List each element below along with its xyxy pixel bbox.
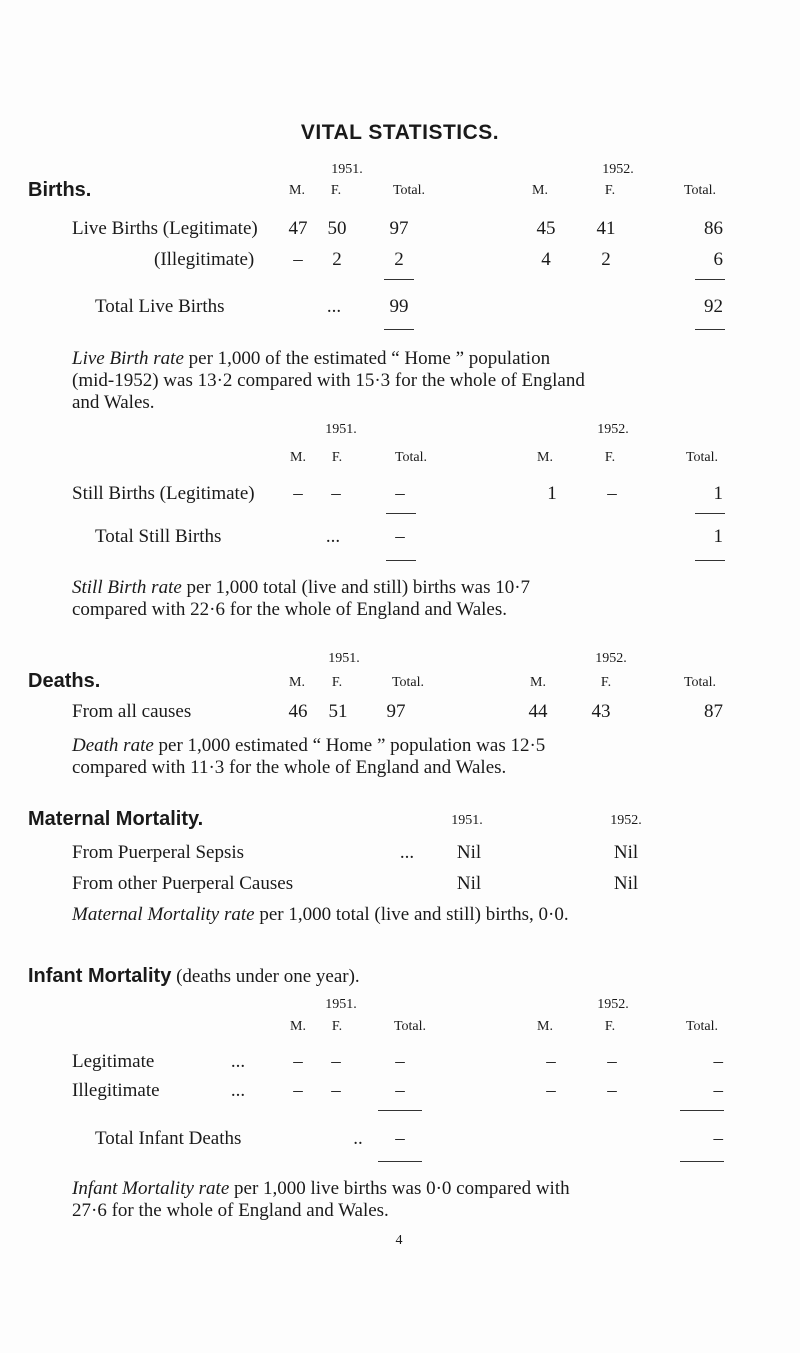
cell-f-1952: 43 bbox=[591, 701, 611, 722]
cell-m-1951: – bbox=[293, 483, 303, 504]
row-label: Live Births (Legitimate) bbox=[72, 218, 258, 239]
rate-term: Infant Mortality rate bbox=[72, 1178, 230, 1199]
rate-term: Live Birth rate bbox=[72, 348, 184, 369]
col-m-1951: M. bbox=[290, 1019, 306, 1034]
cell-total-1952: 6 bbox=[713, 249, 723, 270]
cell-total-1951: 97 bbox=[386, 701, 406, 722]
total-label: Total Still Births bbox=[95, 526, 222, 547]
cell-m-1952: – bbox=[546, 1080, 556, 1101]
row-label: Legitimate bbox=[72, 1051, 155, 1072]
col-total-1952: Total. bbox=[685, 1019, 719, 1034]
sum-rule bbox=[695, 329, 725, 330]
col-total-1951: Total. bbox=[393, 1019, 427, 1034]
cell-f-1951: 50 bbox=[327, 218, 347, 239]
cell-total-1952: 87 bbox=[704, 701, 723, 722]
row-label: Illegitimate bbox=[72, 1080, 160, 1101]
still-birth-rate-note bbox=[72, 577, 530, 621]
cell-f-1952: – bbox=[607, 1051, 617, 1072]
rate-text: and Wales. bbox=[72, 392, 155, 413]
rate-text: compared with 22·6 for the whole of England and Wales. bbox=[72, 599, 507, 620]
col-m-1952: M. bbox=[537, 1019, 553, 1034]
sum-rule bbox=[378, 1161, 422, 1162]
cell-f-1951: – bbox=[331, 1051, 341, 1072]
rate-text: 27·6 for the whole of England and Wales. bbox=[72, 1200, 389, 1221]
cell-total-1951: 2 bbox=[394, 249, 404, 270]
sum-rule bbox=[384, 279, 414, 280]
cell-f-1951: 51 bbox=[328, 701, 348, 722]
rate-text: per 1,000 of the estimated “ Home ” population bbox=[183, 348, 551, 369]
col-f-1951: F. bbox=[331, 675, 343, 690]
year-1951-label: 1951. bbox=[325, 997, 357, 1012]
col-f-1952: F. bbox=[604, 183, 616, 198]
leader-dots: ... bbox=[326, 296, 342, 317]
col-total-1951: Total. bbox=[392, 183, 426, 198]
year-1952-label: 1952. bbox=[597, 997, 629, 1012]
infant-heading: Infant Mortality bbox=[28, 965, 172, 987]
death-rate-note bbox=[72, 735, 545, 779]
leader-dots: ... bbox=[230, 1080, 246, 1101]
row-label: From all causes bbox=[72, 701, 192, 722]
rate-text: per 1,000 live births was 0·0 compared with bbox=[229, 1178, 570, 1199]
col-m-1952: M. bbox=[530, 675, 546, 690]
col-total-1951: Total. bbox=[391, 675, 425, 690]
col-f-1952: F. bbox=[600, 675, 612, 690]
col-total-1952: Total. bbox=[685, 450, 719, 465]
col-total-1952: Total. bbox=[683, 183, 717, 198]
rate-term: Death rate bbox=[72, 735, 154, 756]
total-1951: – bbox=[395, 526, 405, 547]
sum-rule bbox=[384, 329, 414, 330]
leader-dots: ... bbox=[399, 842, 415, 863]
total-label: Total Live Births bbox=[95, 296, 225, 317]
leader-dots: .. bbox=[353, 1128, 363, 1149]
cell-m-1952: 4 bbox=[541, 249, 551, 270]
col-f-1951: F. bbox=[331, 1019, 343, 1034]
maternal-rate-note bbox=[72, 904, 569, 926]
cell-total-1951: – bbox=[395, 483, 405, 504]
cell-total-1951: – bbox=[395, 1080, 405, 1101]
infant-rate-note bbox=[72, 1178, 570, 1222]
col-f-1952: F. bbox=[604, 1019, 616, 1034]
page-title: VITAL STATISTICS. bbox=[300, 121, 500, 144]
page-number: 4 bbox=[395, 1233, 403, 1248]
year-1951-label: 1951. bbox=[331, 162, 363, 177]
total-1952: – bbox=[713, 1128, 723, 1149]
total-label: Total Infant Deaths bbox=[95, 1128, 242, 1149]
births-heading: Births. bbox=[28, 179, 92, 201]
year-1952-label: 1952. bbox=[610, 813, 642, 828]
cell-f-1952: – bbox=[607, 1080, 617, 1101]
rate-term: Still Birth rate bbox=[72, 577, 182, 598]
col-f-1952: F. bbox=[604, 450, 616, 465]
total-1952: 92 bbox=[704, 296, 723, 317]
col-m-1952: M. bbox=[532, 183, 548, 198]
maternal-heading: Maternal Mortality. bbox=[28, 808, 204, 830]
sum-rule bbox=[680, 1110, 724, 1111]
col-f-1951: F. bbox=[330, 183, 342, 198]
year-1951-label: 1951. bbox=[328, 651, 360, 666]
rate-text: per 1,000 total (live and still) births, 0·0. bbox=[254, 904, 569, 925]
year-1952-label: 1952. bbox=[597, 422, 629, 437]
cell-f-1951: – bbox=[331, 1080, 341, 1101]
row-label: (Illegitimate) bbox=[154, 249, 255, 270]
cell-1951: Nil bbox=[456, 873, 482, 894]
live-birth-rate-note bbox=[72, 348, 585, 414]
cell-f-1952: – bbox=[607, 483, 617, 504]
sum-rule bbox=[695, 279, 725, 280]
cell-total-1952: – bbox=[713, 1080, 723, 1101]
cell-total-1952: – bbox=[713, 1051, 723, 1072]
sum-rule bbox=[386, 560, 416, 561]
cell-1952: Nil bbox=[613, 842, 639, 863]
rate-text: per 1,000 total (live and still) births was 10·7 bbox=[181, 577, 531, 598]
year-1951-label: 1951. bbox=[325, 422, 357, 437]
sum-rule bbox=[386, 513, 416, 514]
rate-text: compared with 11·3 for the whole of England and Wales. bbox=[72, 757, 507, 778]
cell-1951: Nil bbox=[456, 842, 482, 863]
col-m-1951: M. bbox=[290, 450, 306, 465]
cell-m-1952: – bbox=[546, 1051, 556, 1072]
col-total-1952: Total. bbox=[683, 675, 717, 690]
cell-m-1951: – bbox=[293, 1051, 303, 1072]
deaths-heading: Deaths. bbox=[28, 670, 101, 692]
cell-m-1951: – bbox=[293, 1080, 303, 1101]
cell-total-1951: – bbox=[395, 1051, 405, 1072]
col-m-1951: M. bbox=[289, 183, 305, 198]
cell-m-1952: 44 bbox=[528, 701, 548, 722]
cell-m-1951: – bbox=[293, 249, 303, 270]
year-1952-label: 1952. bbox=[602, 162, 634, 177]
rate-term: Maternal Mortality rate bbox=[72, 904, 255, 925]
cell-m-1952: 45 bbox=[536, 218, 556, 239]
leader-dots: ... bbox=[230, 1051, 246, 1072]
total-1952: 1 bbox=[713, 526, 723, 547]
sum-rule bbox=[680, 1161, 724, 1162]
cell-total-1952: 86 bbox=[704, 218, 723, 239]
cell-f-1952: 2 bbox=[601, 249, 611, 270]
cell-m-1951: 46 bbox=[288, 701, 308, 722]
year-1951-label: 1951. bbox=[451, 813, 483, 828]
row-label: From Puerperal Sepsis bbox=[72, 842, 245, 863]
cell-f-1951: – bbox=[331, 483, 341, 504]
cell-f-1951: 2 bbox=[332, 249, 342, 270]
total-1951: – bbox=[395, 1128, 405, 1149]
col-f-1951: F. bbox=[331, 450, 343, 465]
col-m-1952: M. bbox=[537, 450, 553, 465]
total-1951: 99 bbox=[389, 296, 409, 317]
sum-rule bbox=[378, 1110, 422, 1111]
sum-rule bbox=[695, 513, 725, 514]
cell-f-1952: 41 bbox=[596, 218, 616, 239]
cell-total-1952: 1 bbox=[713, 483, 723, 504]
rate-text: (mid-1952) was 13·2 compared with 15·3 for the whole of England bbox=[72, 370, 585, 391]
sum-rule bbox=[695, 560, 725, 561]
cell-1952: Nil bbox=[613, 873, 639, 894]
row-label: Still Births (Legitimate) bbox=[72, 483, 255, 504]
rate-text: per 1,000 estimated “ Home ” population was 12·5 bbox=[153, 735, 546, 756]
cell-m-1951: 47 bbox=[288, 218, 308, 239]
row-label: From other Puerperal Causes bbox=[72, 873, 294, 894]
year-1952-label: 1952. bbox=[595, 651, 627, 666]
col-m-1951: M. bbox=[289, 675, 305, 690]
cell-m-1952: 1 bbox=[547, 483, 557, 504]
infant-heading-line bbox=[28, 966, 360, 986]
col-total-1951: Total. bbox=[394, 450, 428, 465]
infant-heading-suffix: (deaths under one year). bbox=[171, 966, 360, 987]
leader-dots: ... bbox=[325, 526, 341, 547]
cell-total-1951: 97 bbox=[389, 218, 409, 239]
